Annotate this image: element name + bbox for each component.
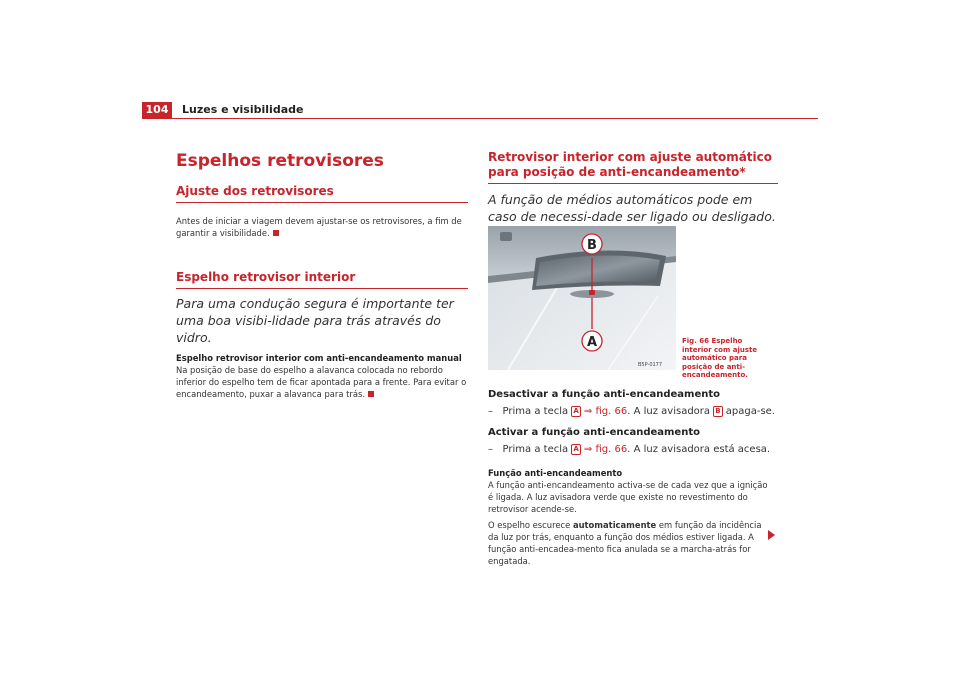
section-body-adjust: Antes de iniciar a viagem devem ajustar-se os retrovisores, a fim de garantir a visibilidade. bbox=[176, 216, 462, 238]
activate-heading: Activar a função anti-encandeamento bbox=[488, 427, 700, 438]
mirror-figure bbox=[488, 226, 676, 370]
deactivate-step: – Prima a tecla A ⇒ fig. 66. A luz avisadora B apaga-se. bbox=[488, 406, 775, 417]
right-column bbox=[488, 150, 778, 225]
continue-arrow-icon bbox=[768, 530, 775, 540]
deactivate-heading: Desactivar a função anti-encandeamento bbox=[488, 389, 721, 400]
key-a-badge: A bbox=[573, 445, 579, 453]
figure-caption: Fig. 66 Espelho interior com ajuste automático para posição de anti-encandeamento. bbox=[682, 337, 758, 379]
note-para-1: A função anti-encandeamento activa-se de cada vez que a ignição é ligada. A luz avisadora verde que existe no revestimento do retrovisor acende-se. bbox=[488, 480, 768, 514]
running-header: Luzes e visibilidade bbox=[182, 103, 304, 116]
figure-code: B5P-0177 bbox=[638, 362, 663, 368]
figure-link[interactable]: ⇒ fig. 66 bbox=[583, 444, 628, 455]
section-heading-auto: Retrovisor interior com ajuste automático para posição de anti-encandeamento* bbox=[488, 150, 773, 179]
main-heading: Espelhos retrovisores bbox=[176, 151, 384, 171]
callout-a-label: A bbox=[586, 335, 598, 350]
end-of-section-mark bbox=[368, 391, 374, 397]
page-number: 104 bbox=[142, 102, 172, 118]
end-of-section-mark bbox=[273, 230, 279, 236]
note-heading: Função anti-encandeamento bbox=[488, 468, 623, 478]
callout-b-label: B bbox=[587, 238, 597, 253]
section-rule bbox=[488, 183, 778, 184]
left-column bbox=[176, 150, 468, 400]
subheading-manual: Espelho retrovisor interior com anti-encandeamento manual bbox=[176, 353, 462, 363]
section-body-manual: Na posição de base do espelho a alavanca colocada no rebordo inferior do espelho tem de ficar apontada para a frente. Para evitar o encandeamento, puxar a alavanca para trás. bbox=[176, 365, 467, 399]
section-rule bbox=[176, 202, 468, 203]
key-b-badge: B bbox=[715, 407, 721, 415]
header-rule bbox=[142, 118, 818, 119]
section-heading-interior: Espelho retrovisor interior bbox=[176, 270, 356, 284]
section-lead-interior: Para uma condução segura é importante ter uma boa visibi-lidade para trás através do vidro. bbox=[176, 296, 454, 345]
section-heading-adjust: Ajuste dos retrovisores bbox=[176, 184, 334, 198]
note-block bbox=[488, 467, 770, 567]
mirror-illustration bbox=[488, 226, 676, 370]
key-a-badge: A bbox=[573, 407, 579, 415]
section-rule bbox=[176, 288, 468, 289]
activate-step: – Prima a tecla A ⇒ fig. 66. A luz avisadora está acesa. bbox=[488, 444, 771, 455]
note-para-2: O espelho escurece automaticamente em função da incidência da luz por trás, enquanto a função dos médios estiver ligada. A função anti-encadea-mento fica anulada se a marcha-atrás for engatada. bbox=[488, 520, 762, 566]
section-lead-auto: A função de médios automáticos pode em caso de necessi-dade ser ligado ou desligado. bbox=[488, 192, 776, 224]
figure-link[interactable]: ⇒ fig. 66 bbox=[583, 406, 628, 417]
steps-block bbox=[488, 388, 778, 457]
